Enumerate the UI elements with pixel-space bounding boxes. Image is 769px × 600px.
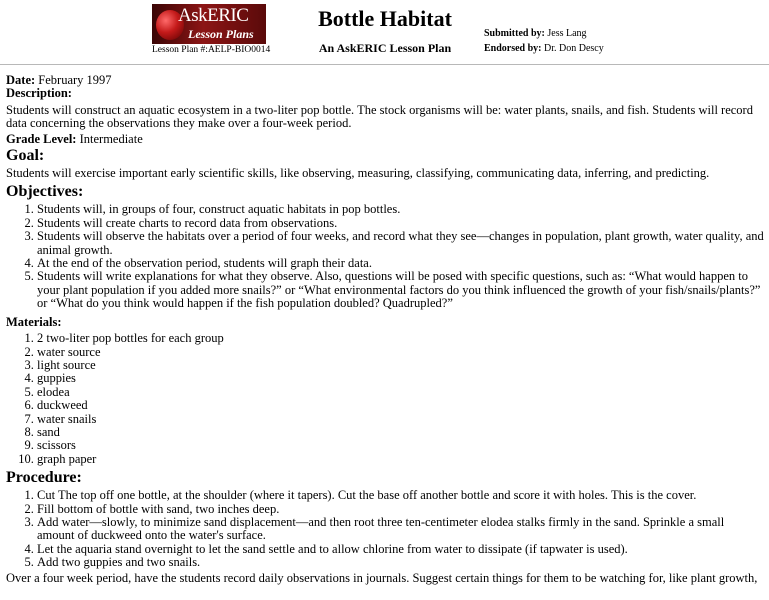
list-item: 3. Add water—slowly, to minimize sand displacement—and then root three ten-centimeter elodea stalks firmly in the sand. Sprinkle a small amount of duckweed onto the water's surface. — [37, 516, 764, 543]
list-item: 9. scissors — [37, 439, 764, 452]
list-item: 2. Students will create charts to record data from observations. — [37, 217, 764, 230]
endorsed-value: Dr. Don Descy — [544, 43, 604, 54]
list-item: 3. light source — [37, 359, 764, 372]
date-value: February 1997 — [38, 73, 112, 87]
list-item: 2. Fill bottom of bottle with sand, two inches deep. — [37, 503, 764, 516]
objectives-heading: Objectives: — [6, 183, 84, 201]
logo-title: AskERIC — [178, 5, 249, 26]
list-item: 4. Let the aquaria stand overnight to let the sand settle and to allow chlorine from water to dissipate (if tapwater is used). — [37, 543, 764, 556]
goal-heading: Goal: — [6, 147, 45, 165]
list-item: 3. Students will observe the habitats over a period of four weeks, and record what they see—changes in population, plant growth, water quality, and animal growth. — [37, 230, 764, 257]
list-item: 10. graph paper — [37, 453, 764, 466]
list-item: 1. 2 two-liter pop bottles for each group — [37, 332, 764, 345]
list-item: 1. Students will, in groups of four, construct aquatic habitats in pop bottles. — [37, 203, 764, 216]
list-item: 6. duckweed — [37, 399, 764, 412]
list-item: 5. elodea — [37, 386, 764, 399]
page-title: Bottle Habitat — [318, 6, 452, 31]
grade-label: Grade Level: — [6, 131, 77, 146]
list-item: 1. Cut The top off one bottle, at the shoulder (where it tapers). Cut the base off another bottle and score it with holes. This is the cover. — [37, 489, 764, 502]
list-item: 4. guppies — [37, 372, 764, 385]
list-item: 4. At the end of the observation period, students will graph their data. — [37, 257, 764, 270]
procedure-heading: Procedure: — [6, 469, 82, 487]
lesson-plan-number: Lesson Plan #:AELP-BIO0014 — [152, 45, 271, 55]
grade-line — [6, 133, 764, 146]
goal-text: Students will exercise important early scientific skills, like observing, measuring, classifying, communicating data, inferring, and predicting. — [6, 166, 710, 181]
submitted-value: Jess Lang — [547, 28, 587, 39]
objectives-list — [6, 203, 764, 310]
list-item: 2. water source — [37, 346, 764, 359]
procedure-list — [6, 489, 764, 569]
list-item: 5. Add two guppies and two snails. — [37, 556, 764, 569]
materials-heading: Materials: — [6, 314, 62, 329]
submitted-by — [484, 28, 587, 40]
askeric-logo[interactable] — [152, 4, 266, 44]
materials-list — [6, 332, 764, 466]
list-item: 8. sand — [37, 426, 764, 439]
endorsed-by — [484, 43, 604, 55]
page-header — [0, 0, 769, 62]
description-text: Students will construct an aquatic ecosystem in a two-liter pop bottle. The stock organisms will be: water plants, snails, and fish. Students will record data concerning the observations they make over a four-week period. — [6, 102, 753, 131]
page-subtitle: An AskERIC Lesson Plan — [318, 41, 452, 55]
list-item: 5. Students will write explanations for what they observe. Also, questions will be posed with specific questions, such as: “What would happen to your plant population if you added more snails?” or “What environmental factors do you think influenced the growth of your fish/snails/plants?” or “What do you think would happen if the fish population doubled? Quadrupled?” — [37, 270, 764, 310]
description-heading: Description: — [6, 86, 72, 101]
procedure-followup-text: Over a four week period, have the students record daily observations in journals. Suggest certain things for them to be watching for, like plant growth, — [6, 570, 758, 585]
date-label: Date: — [6, 73, 36, 87]
grade-value: Intermediate — [79, 131, 143, 146]
header-divider — [0, 64, 769, 66]
submitted-label: Submitted by: — [484, 28, 545, 39]
logo-subtitle: Lesson Plans — [188, 27, 254, 41]
lesson-content — [6, 74, 764, 587]
date-line — [6, 74, 764, 87]
endorsed-label: Endorsed by: — [484, 43, 542, 54]
list-item: 7. water snails — [37, 413, 764, 426]
